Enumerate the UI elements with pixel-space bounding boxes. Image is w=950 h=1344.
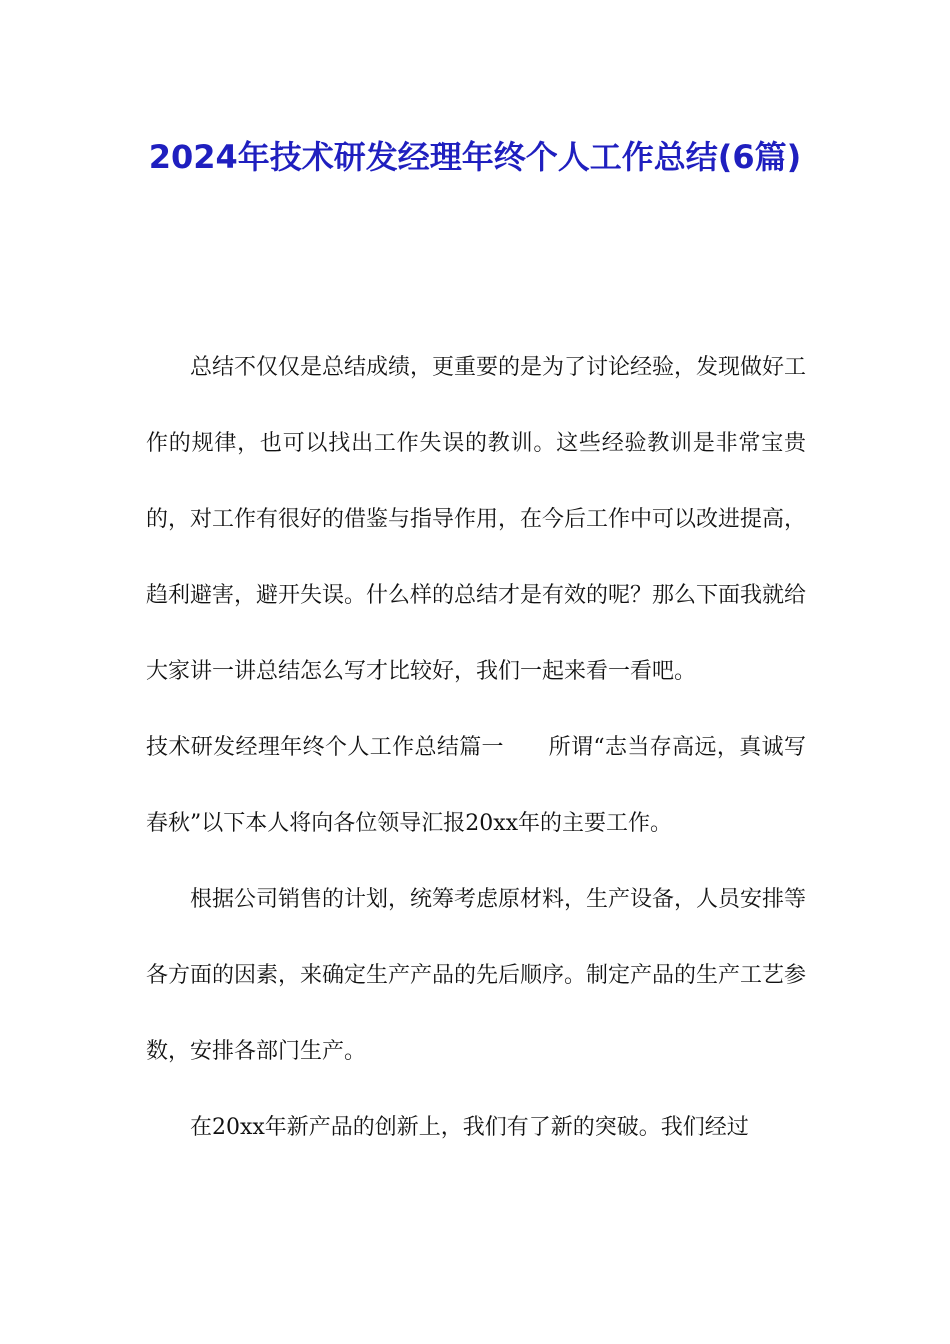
document-title: 2024年技术研发经理年终个人工作总结(6篇): [148, 138, 802, 176]
paragraph-intro: 总结不仅仅是总结成绩，更重要的是为了讨论经验，发现做好工作的规律，也可以找出工作失误的教训。这些经验教训是非常宝贵的，对工作有很好的借鉴与指导作用，在今后工作中可以改进提高，趋利避害，避开失误。什么样的总结才是有效的呢？那么下面我就给大家讲一讲总结怎么写才比较好，我们一起来看一看吧。: [146, 355, 807, 684]
document-body: [146, 330, 806, 1166]
paragraph-production-plan: 根据公司销售的计划，统筹考虑原材料，生产设备，人员安排等各方面的因素，来确定生产产品的先后顺序。制定产品的生产工艺参数，安排各部门生产。: [146, 887, 807, 1064]
paragraph-new-product: 在20xx年新产品的创新上，我们有了新的突破。我们经过: [190, 1115, 749, 1140]
paragraph-section-one-heading: 技术研发经理年终个人工作总结篇一 所谓“志当存高远，真诚写春秋”以下本人将向各位领导汇报20xx年的主要工作。: [146, 735, 806, 836]
